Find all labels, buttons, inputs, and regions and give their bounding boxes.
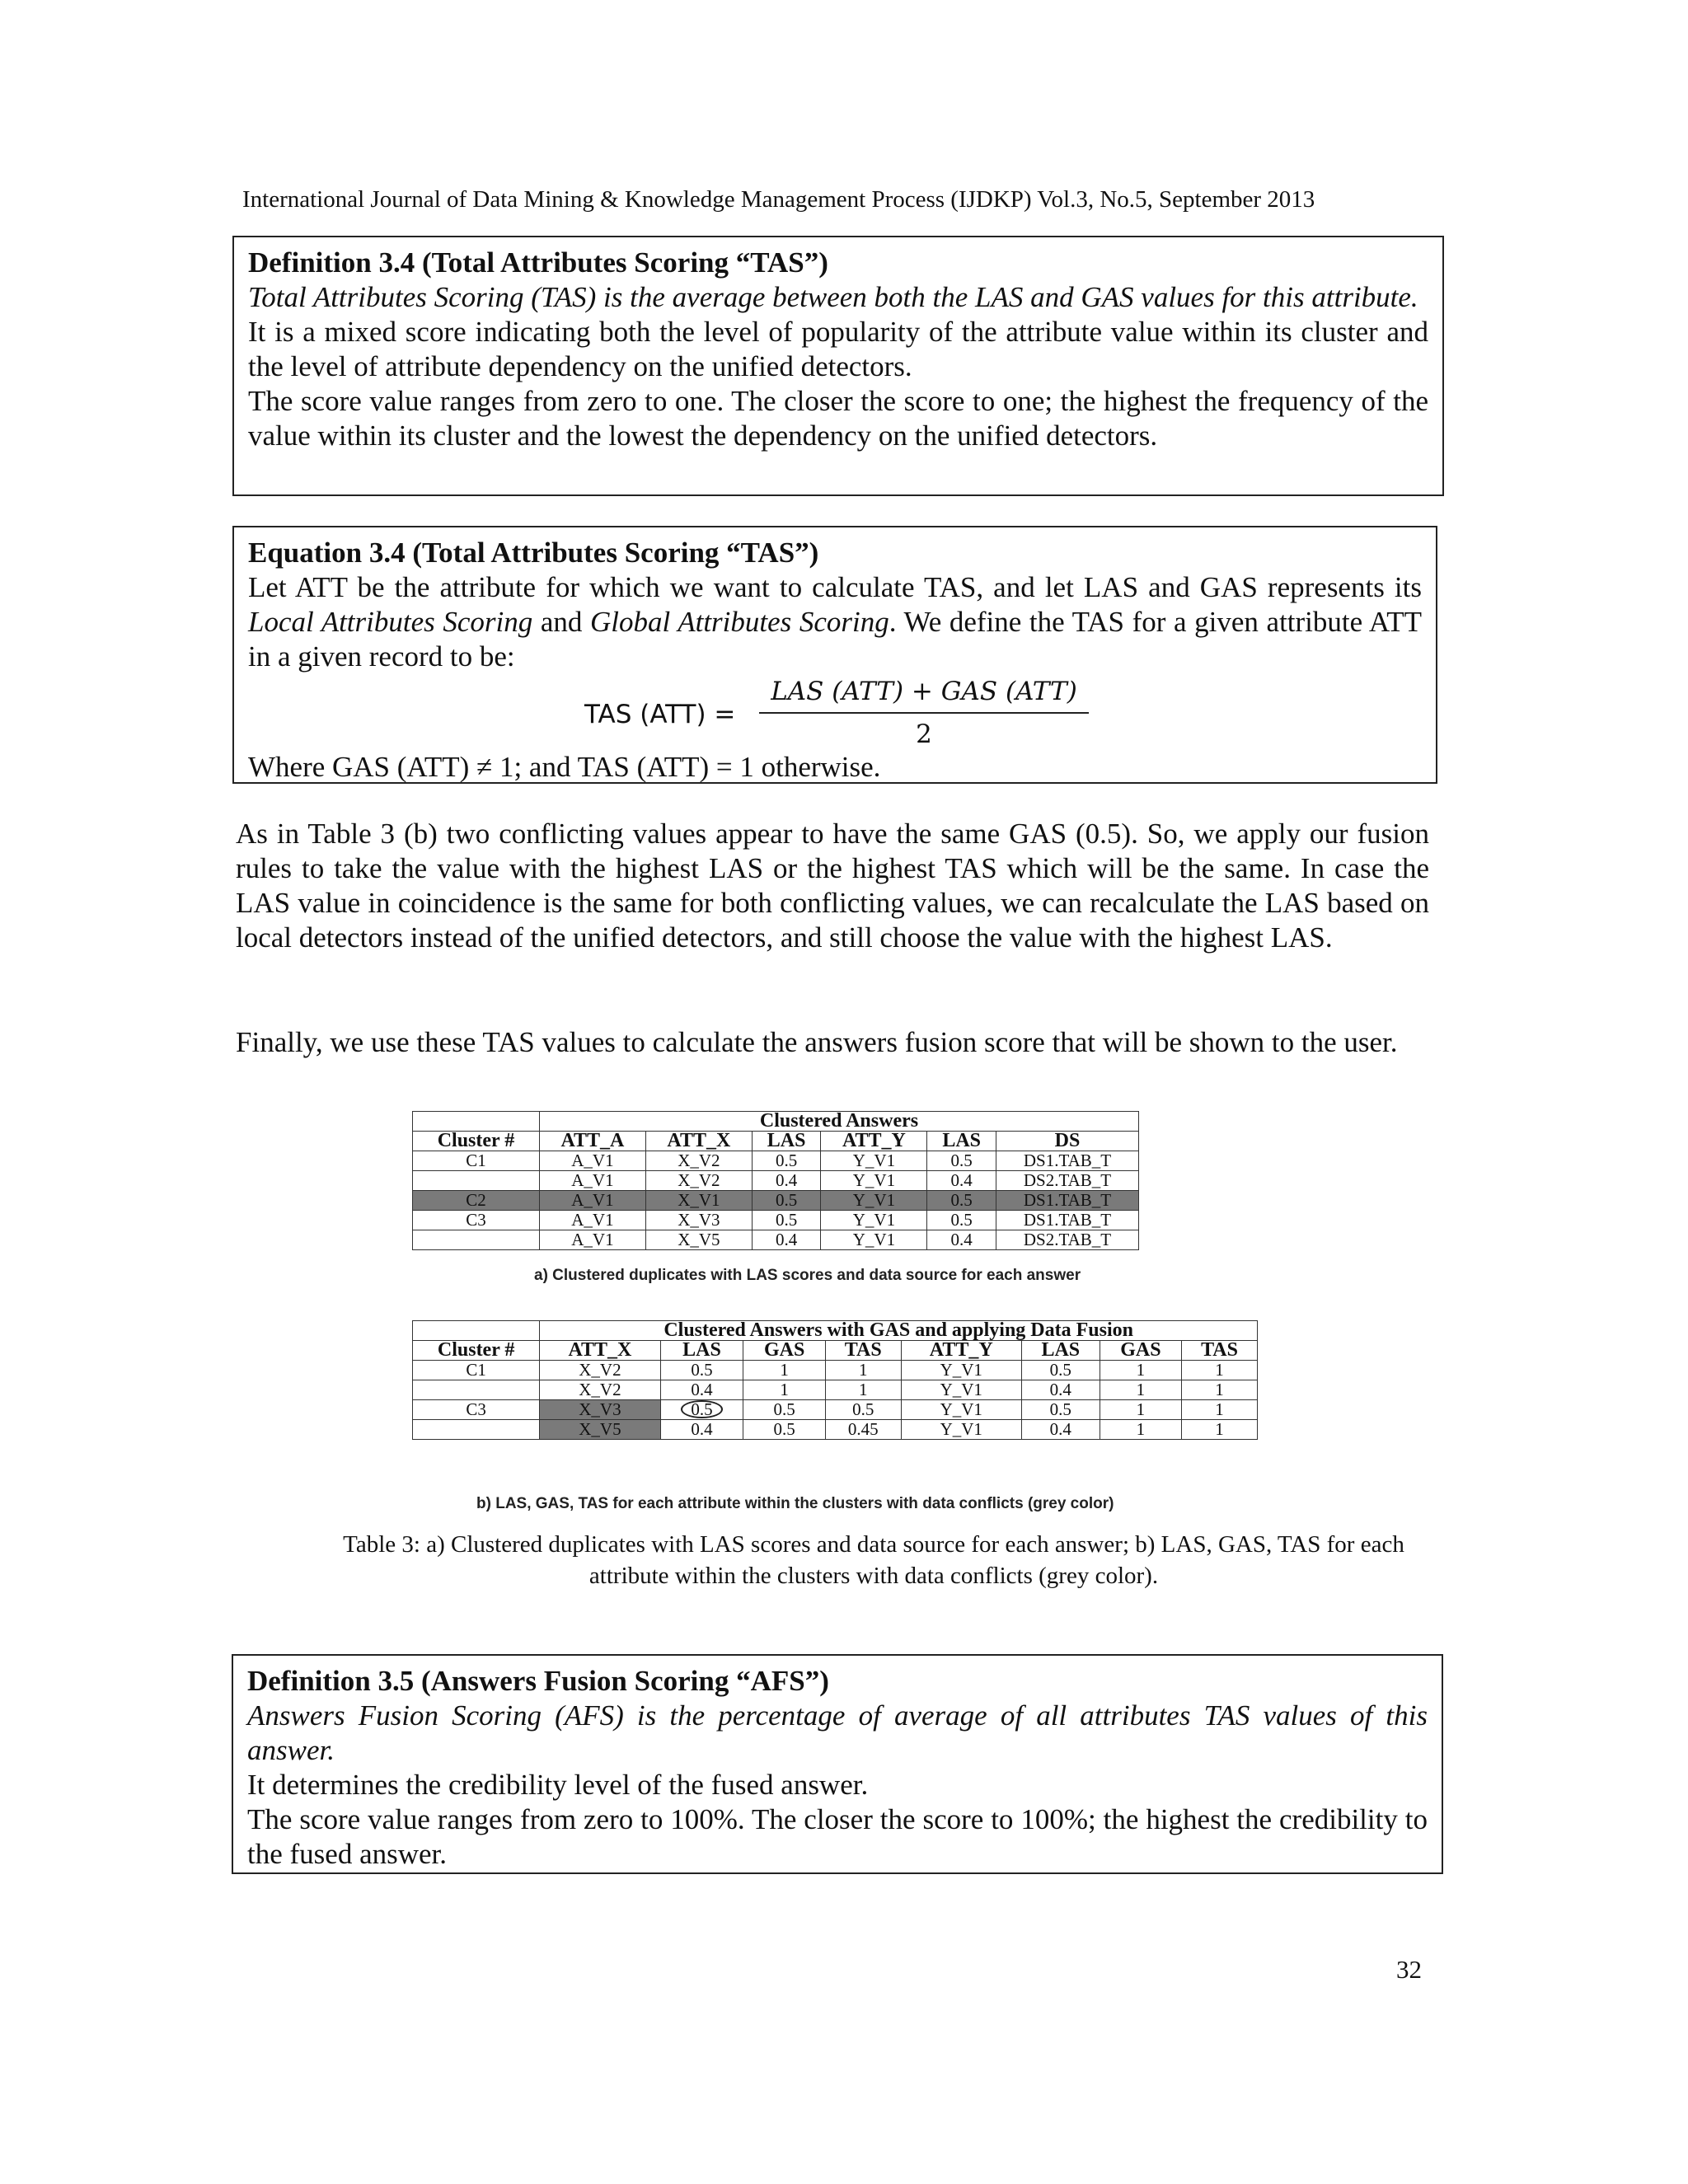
column-header: GAS	[1100, 1341, 1181, 1361]
table-cell: 0.5	[927, 1151, 996, 1171]
formula-numerator: LAS (ATT) + GAS (ATT)	[759, 674, 1089, 714]
table-cell: X_V2	[540, 1361, 660, 1380]
table-cell: 0.4	[660, 1380, 743, 1400]
table-header-row	[413, 1132, 1139, 1151]
formula-fraction	[759, 674, 1089, 752]
table-row	[413, 1151, 1139, 1171]
journal-header: International Journal of Data Mining & Knowledge Management Process (IJDKP) Vol.3, No.5, September 2013	[242, 186, 1315, 213]
table-cell: Y_V1	[821, 1171, 927, 1191]
table-row	[413, 1361, 1258, 1380]
table-cell: 0.5	[660, 1361, 743, 1380]
table-row	[413, 1400, 1258, 1420]
column-header: ATT_Y	[901, 1341, 1021, 1361]
table-cell: A_V1	[539, 1230, 645, 1250]
table-cell: 0.4	[752, 1230, 821, 1250]
table-cell: Y_V1	[901, 1420, 1021, 1440]
table-cell: 0.5	[927, 1191, 996, 1211]
table-cell: 1	[1100, 1420, 1181, 1440]
table-cell: 0.4	[927, 1230, 996, 1250]
table-cell	[413, 1171, 540, 1191]
table-cell: DS1.TAB_T	[996, 1211, 1138, 1230]
table-cell-circled	[660, 1400, 743, 1420]
table-cell: X_V2	[645, 1151, 752, 1171]
gas-data-fusion-table	[412, 1320, 1258, 1440]
table-cell: 0.5	[743, 1400, 825, 1420]
tas-formula	[248, 674, 1422, 750]
formula-lhs: TAS (ATT) =	[584, 700, 736, 729]
table-cell: A_V1	[539, 1191, 645, 1211]
table-cell: 0.5	[825, 1400, 901, 1420]
body-paragraph: As in Table 3 (b) two conflicting values appear to have the same GAS (0.5). So, we apply our fusion rules to take the value with the highest LAS or the highest TAS which will be the same. In case the LAS value in coincidence is the same for both conflicting values, we can recalculate the LAS based on local detectors instead of the unified detectors, and still choose the value with the highest LAS.	[236, 818, 1429, 954]
table-cell-conflict: X_V5	[540, 1420, 660, 1440]
table-cell: 1	[825, 1380, 901, 1400]
column-header: LAS	[660, 1341, 743, 1361]
column-header: DS	[996, 1132, 1138, 1151]
table-cell: C1	[413, 1151, 540, 1171]
definition-3-5-box	[232, 1654, 1443, 1874]
table-cell: 1	[1182, 1420, 1258, 1440]
table-cell: Y_V1	[901, 1361, 1021, 1380]
definition-text-line: The score value ranges from zero to 100%. The closer the score to 100%; the highest the credibility to the fused answer.	[247, 1803, 1428, 1870]
table-caption: Table 3: a) Clustered duplicates with LAS scores and data source for each answer; b) LAS, GAS, TAS for each attribute within the clusters with data conflicts (grey color).	[343, 1531, 1404, 1589]
column-header: TAS	[825, 1341, 901, 1361]
column-header: ATT_A	[539, 1132, 645, 1151]
formula-denominator: 2	[916, 719, 932, 749]
page-number: 32	[1396, 1955, 1422, 1984]
table-cell: 1	[743, 1361, 825, 1380]
table-cell	[413, 1380, 540, 1400]
column-header: Cluster #	[413, 1132, 540, 1151]
column-header: ATT_Y	[821, 1132, 927, 1151]
table-b-subcaption: b) LAS, GAS, TAS for each attribute within the clusters with data conflicts (grey color)	[476, 1495, 1114, 1512]
table-cell: 0.5	[927, 1211, 996, 1230]
table-cell: 0.5	[752, 1191, 821, 1211]
column-header: LAS	[927, 1132, 996, 1151]
table-cell: 1	[1100, 1400, 1181, 1420]
table-cell	[413, 1420, 540, 1440]
table-cell: 1	[1100, 1361, 1181, 1380]
table-cell: 0.5	[752, 1211, 821, 1230]
table-row-highlighted	[413, 1191, 1139, 1211]
table-cell: 0.5	[1021, 1361, 1100, 1380]
definition-text-line: It determines the credibility level of the fused answer.	[247, 1769, 869, 1801]
definition-3-4-box	[232, 236, 1444, 496]
table-cell: A_V1	[539, 1211, 645, 1230]
table-cell: 1	[743, 1380, 825, 1400]
equation-3-4-box	[232, 526, 1437, 784]
table-cell: Y_V1	[901, 1380, 1021, 1400]
table-header-row	[413, 1341, 1258, 1361]
table-row	[413, 1171, 1139, 1191]
table-cell-conflict: X_V3	[540, 1400, 660, 1420]
column-header: GAS	[743, 1341, 825, 1361]
table-cell: 0.5	[1021, 1400, 1100, 1420]
table-cell: X_V5	[645, 1230, 752, 1250]
table-cell: 0.4	[752, 1171, 821, 1191]
table-cell: X_V1	[645, 1191, 752, 1211]
table-cell: C3	[413, 1211, 540, 1230]
clustered-answers-table	[412, 1111, 1139, 1250]
table-cell: 0.5	[743, 1420, 825, 1440]
table-row	[413, 1211, 1139, 1230]
table-row	[413, 1230, 1139, 1250]
table-cell: A_V1	[539, 1151, 645, 1171]
table-cell: 1	[1182, 1361, 1258, 1380]
equation-title: Equation 3.4 (Total Attributes Scoring “TAS”)	[248, 537, 819, 569]
table-cell: Y_V1	[821, 1211, 927, 1230]
definition-text-line: The score value ranges from zero to one. The closer the score to one; the highest the frequency of the value within its cluster and the lowest the dependency on the unified detectors.	[248, 385, 1428, 452]
column-header: LAS	[1021, 1341, 1100, 1361]
definition-italic-text: Answers Fusion Scoring (AFS) is the percentage of average of all attributes TAS values of this answer.	[247, 1699, 1428, 1766]
table-cell: 0.5	[752, 1151, 821, 1171]
table-cell: X_V2	[540, 1380, 660, 1400]
table-cell: C2	[413, 1191, 540, 1211]
circled-value: 0.5	[681, 1400, 722, 1418]
table-cell: DS2.TAB_T	[996, 1230, 1138, 1250]
table-cell: C3	[413, 1400, 540, 1420]
definition-title: Definition 3.5 (Answers Fusion Scoring “AFS”)	[247, 1665, 829, 1697]
table-cell: 1	[1100, 1380, 1181, 1400]
column-header: ATT_X	[645, 1132, 752, 1151]
table-cell: Y_V1	[901, 1400, 1021, 1420]
definition-italic-text: Total Attributes Scoring (TAS) is the average between both the LAS and GAS values for this attribute.	[248, 281, 1418, 313]
body-paragraph: Finally, we use these TAS values to calculate the answers fusion score that will be shown to the user.	[236, 1026, 1398, 1058]
table-cell: DS2.TAB_T	[996, 1171, 1138, 1191]
table-cell: 0.4	[927, 1171, 996, 1191]
table-cell: A_V1	[539, 1171, 645, 1191]
table-cell: 0.4	[1021, 1380, 1100, 1400]
table-cell	[413, 1230, 540, 1250]
equation-description: Let ATT be the attribute for which we want to calculate TAS, and let LAS and GAS represents its Local Attributes Scoring and Global Attributes Scoring. We define the TAS for a given attribute ATT in a given record to be:	[248, 571, 1422, 673]
definition-title: Definition 3.4 (Total Attributes Scoring “TAS”)	[248, 246, 828, 279]
table-cell: 1	[1182, 1400, 1258, 1420]
definition-text-line: It is a mixed score indicating both the level of popularity of the attribute value within its cluster and the level of attribute dependency on the unified detectors.	[248, 316, 1428, 382]
table-cell: 1	[825, 1361, 901, 1380]
table-cell: 0.4	[1021, 1420, 1100, 1440]
table-cell: C1	[413, 1361, 540, 1380]
table-cell: Y_V1	[821, 1151, 927, 1171]
column-header: Cluster #	[413, 1341, 540, 1361]
table-cell: 0.4	[660, 1420, 743, 1440]
table-a-subcaption: a) Clustered duplicates with LAS scores and data source for each answer	[534, 1267, 1081, 1284]
table-row	[413, 1420, 1258, 1440]
table-title: Clustered Answers with GAS and applying Data Fusion	[540, 1321, 1258, 1341]
column-header: TAS	[1182, 1341, 1258, 1361]
table-title: Clustered Answers	[539, 1112, 1138, 1132]
table-cell: Y_V1	[821, 1191, 927, 1211]
table-cell: X_V3	[645, 1211, 752, 1230]
table-cell: 1	[1182, 1380, 1258, 1400]
table-row	[413, 1380, 1258, 1400]
table-cell: DS1.TAB_T	[996, 1151, 1138, 1171]
column-header: ATT_X	[540, 1341, 660, 1361]
table-cell: X_V2	[645, 1171, 752, 1191]
table-cell: Y_V1	[821, 1230, 927, 1250]
equation-condition: Where GAS (ATT) ≠ 1; and TAS (ATT) = 1 otherwise.	[248, 751, 881, 783]
column-header: LAS	[752, 1132, 821, 1151]
table-cell: 0.45	[825, 1420, 901, 1440]
table-cell: DS1.TAB_T	[996, 1191, 1138, 1211]
